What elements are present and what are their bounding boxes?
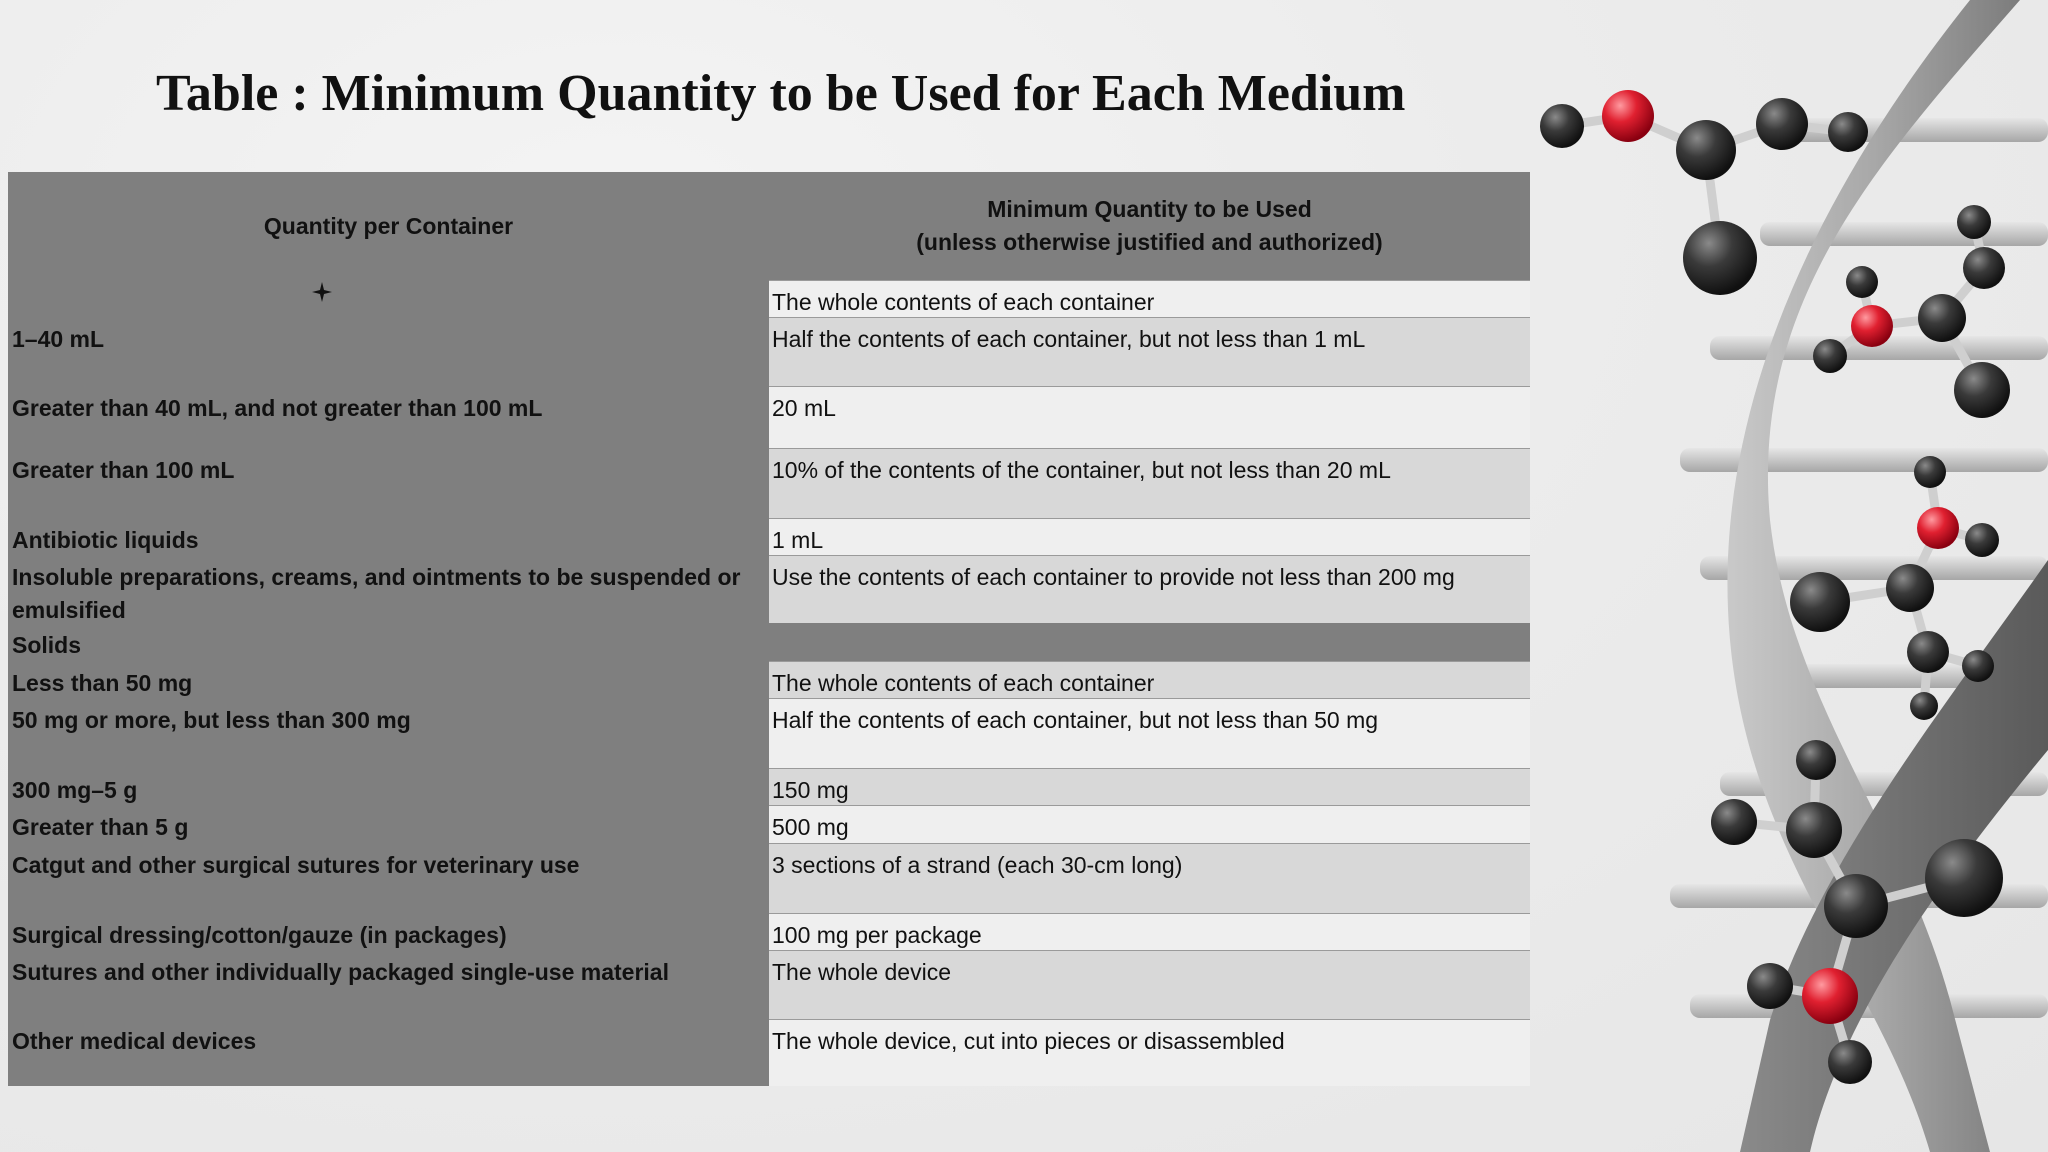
table-row-3-left: Greater than 100 mL	[8, 448, 769, 518]
table-row-6-right	[769, 623, 1530, 661]
atom-black	[1925, 839, 2003, 917]
table-row-12-left: Surgical dressing/cotton/gauze (in packages)	[8, 913, 769, 950]
table-row-13-left: Sutures and other individually packaged single-use material	[8, 950, 769, 1019]
table-row-2-left: Greater than 40 mL, and not greater than 100 mL	[8, 386, 769, 448]
atom-black	[1711, 799, 1757, 845]
table-row-14-left: Other medical devices	[8, 1019, 769, 1086]
table-row-0-right: The whole contents of each container	[769, 280, 1530, 317]
atom-black	[1828, 1040, 1872, 1084]
atom-black	[1962, 650, 1994, 682]
atom-black	[1914, 456, 1946, 488]
atom-black	[1957, 205, 1991, 239]
table-row-4-left: Antibiotic liquids	[8, 518, 769, 555]
atom-black	[1796, 740, 1836, 780]
atom-black	[1824, 874, 1888, 938]
table-row-1-right: Half the contents of each container, but not less than 1 mL	[769, 317, 1530, 386]
table-row-5-left: Insoluble preparations, creams, and ointments to be suspended or emulsified	[8, 555, 769, 623]
table-row-9-right: 150 mg	[769, 768, 1530, 805]
crosshair-cursor-icon	[311, 281, 333, 303]
atom-black	[1965, 523, 1999, 557]
atom-black	[1813, 339, 1847, 373]
atom-black	[1756, 98, 1808, 150]
header-minimum-quantity-line1: Minimum Quantity to be Used	[987, 196, 1312, 222]
atom-red	[1851, 305, 1893, 347]
header-minimum-quantity-line2: (unless otherwise justified and authorized)	[916, 229, 1383, 255]
atom-black	[1907, 631, 1949, 673]
table-row-10-right: 500 mg	[769, 805, 1530, 843]
table-row-11-right: 3 sections of a strand (each 30-cm long)	[769, 843, 1530, 913]
atom-black	[1886, 564, 1934, 612]
table-row-8-left: 50 mg or more, but less than 300 mg	[8, 698, 769, 768]
atom-black	[1786, 802, 1842, 858]
table-row-2-right: 20 mL	[769, 386, 1530, 448]
table-row-4-right: 1 mL	[769, 518, 1530, 555]
slide-title: Table : Minimum Quantity to be Used for Each Medium	[156, 65, 1406, 122]
header-quantity-per-container: Quantity per Container	[8, 172, 769, 280]
atom-red	[1802, 968, 1858, 1024]
quantity-table	[8, 172, 1530, 1086]
table-row-6-left: Solids	[8, 623, 769, 661]
atom-black	[1963, 247, 2005, 289]
header-minimum-quantity	[769, 172, 1530, 280]
atom-black	[1747, 963, 1793, 1009]
atom-black	[1676, 120, 1736, 180]
table-row-7-right: The whole contents of each container	[769, 661, 1530, 698]
atom-black	[1918, 294, 1966, 342]
table-row-11-left: Catgut and other surgical sutures for veterinary use	[8, 843, 769, 913]
atom-black	[1790, 572, 1850, 632]
atom-red	[1602, 90, 1654, 142]
atom-red	[1917, 507, 1959, 549]
dna-helix-illustration	[1520, 0, 2048, 1152]
atom-black	[1828, 112, 1868, 152]
table-row-1-left: 1–40 mL	[8, 317, 769, 386]
atom-black	[1540, 104, 1584, 148]
table-row-13-right: The whole device	[769, 950, 1530, 1019]
atom-black	[1954, 362, 2010, 418]
table-row-0-left	[8, 280, 769, 317]
atom-black	[1683, 221, 1757, 295]
table-row-8-right: Half the contents of each container, but not less than 50 mg	[769, 698, 1530, 768]
table-row-7-left: Less than 50 mg	[8, 661, 769, 698]
table-row-12-right: 100 mg per package	[769, 913, 1530, 950]
table-row-9-left: 300 mg–5 g	[8, 768, 769, 805]
table-row-5-right: Use the contents of each container to provide not less than 200 mg	[769, 555, 1530, 623]
atom-black	[1846, 266, 1878, 298]
atom-black	[1910, 692, 1938, 720]
table-row-10-left: Greater than 5 g	[8, 805, 769, 843]
table-row-3-right: 10% of the contents of the container, but not less than 20 mL	[769, 448, 1530, 518]
table-row-14-right: The whole device, cut into pieces or disassembled	[769, 1019, 1530, 1086]
